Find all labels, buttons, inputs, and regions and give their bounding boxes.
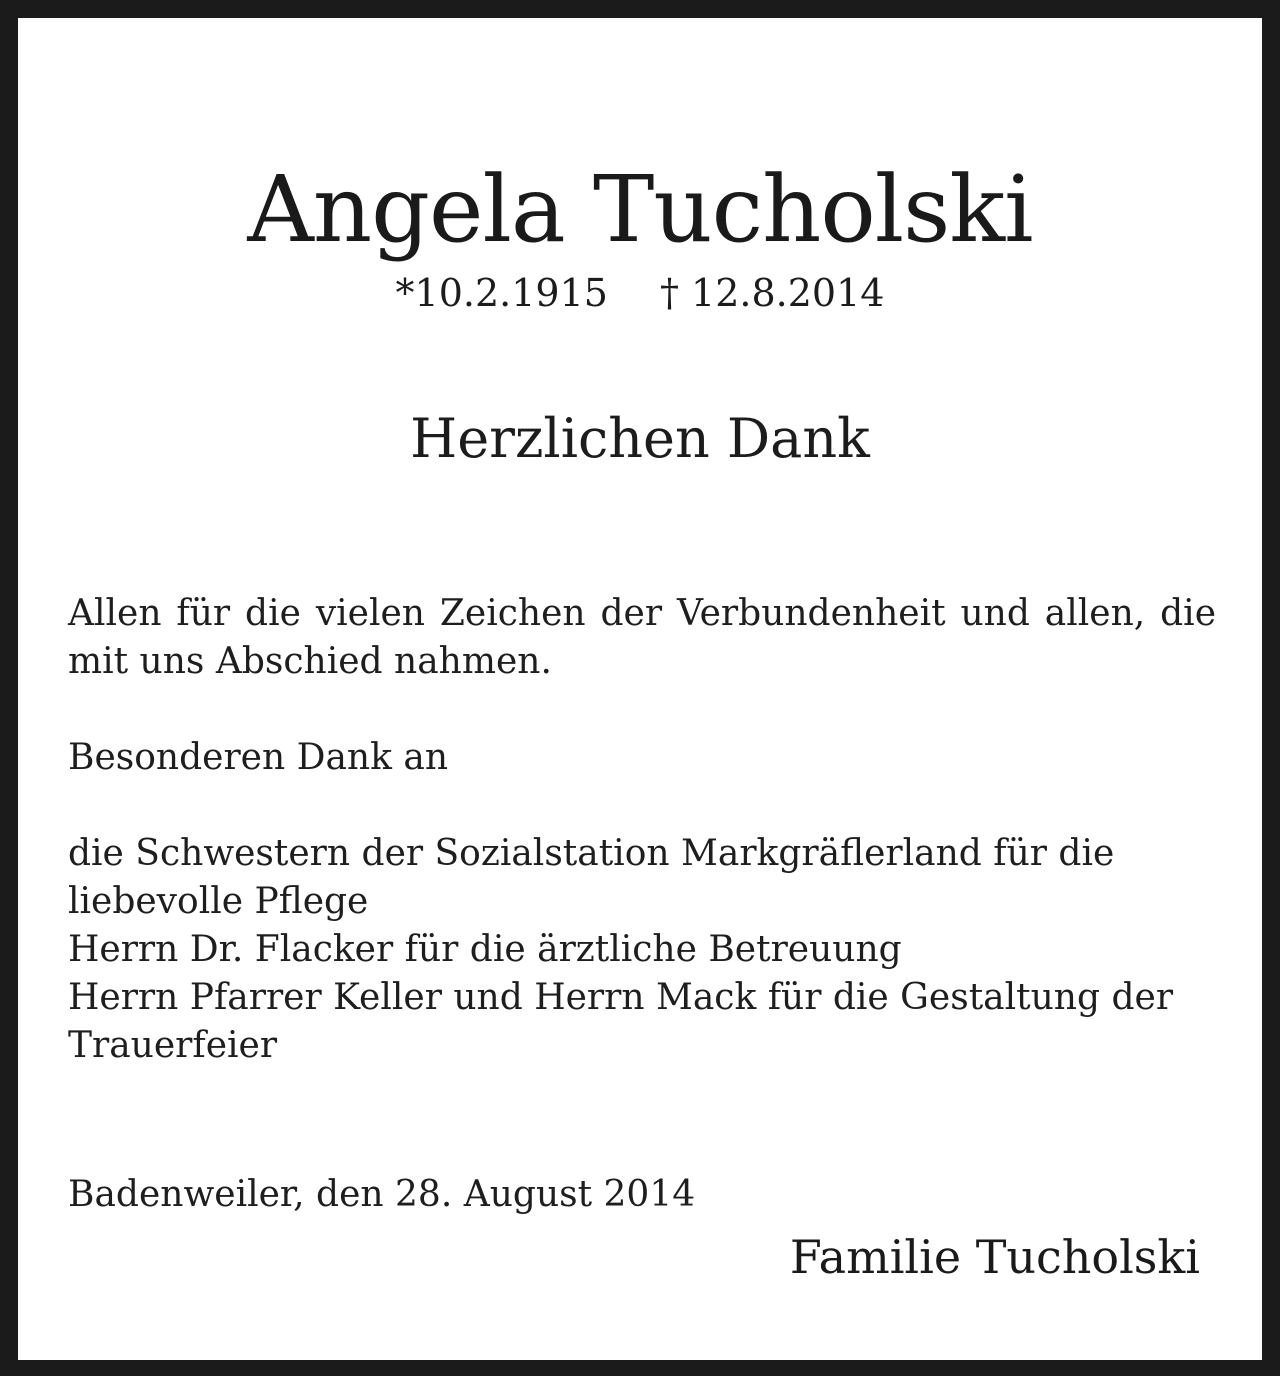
recipient-line: Trauerfeier (68, 1025, 278, 1066)
special-thanks-intro: Besonderen Dank an (68, 737, 449, 778)
thanks-line: mit uns Abschied nahmen. (68, 641, 552, 682)
recipient-line: Herrn Pfarrer Keller und Herrn Mack für die Gestaltung der (68, 977, 1174, 1018)
place-and-date: Badenweiler, den 28. August 2014 (68, 1174, 696, 1215)
recipients-list (68, 830, 1216, 1070)
recipient-line: die Schwestern der Sozialstation Markgräflerland für die (68, 833, 1115, 874)
thanks-line: Allen für die vielen Zeichen der Verbundenheit und allen, die (68, 593, 1216, 634)
recipient-line: liebevolle Pflege (68, 881, 369, 922)
life-dates (18, 268, 1262, 318)
thanks-paragraph (68, 590, 1216, 686)
thanks-heading: Herzlichen Dank (410, 407, 870, 470)
death-date: † 12.8.2014 (659, 271, 885, 315)
family-signature: Familie Tucholski (789, 1230, 1200, 1284)
deceased-name: Angela Tucholski (247, 156, 1033, 263)
recipient-line: Herrn Dr. Flacker für die ärztliche Betreuung (68, 929, 902, 970)
birth-date: *10.2.1915 (395, 271, 608, 315)
